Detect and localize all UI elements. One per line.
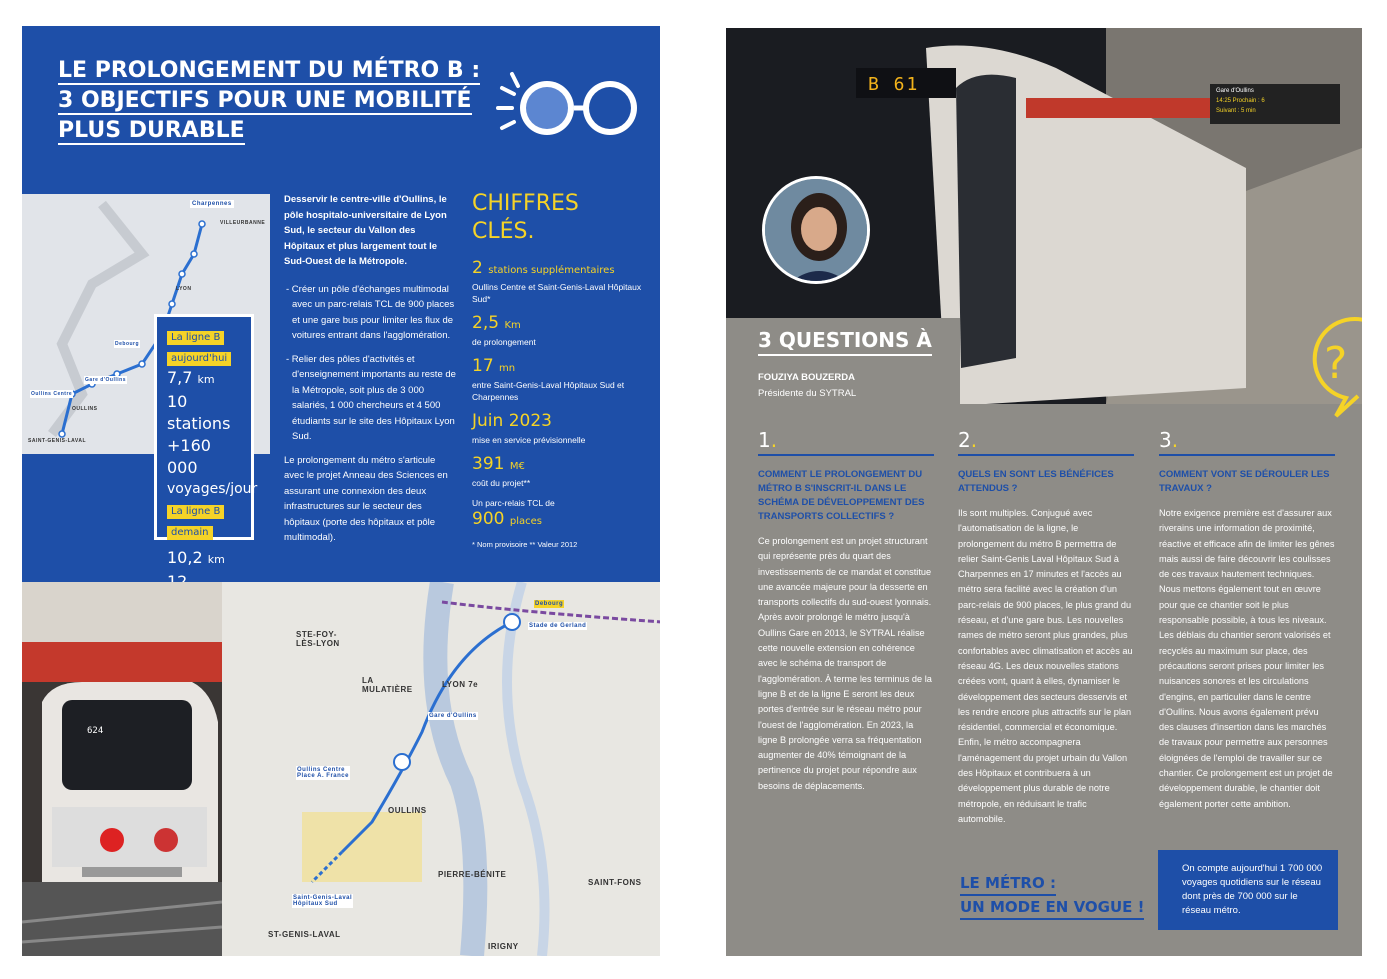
label-ste-foy: STE-FOY- LÈS-LYON (296, 630, 340, 648)
question-3 (1159, 428, 1335, 812)
label-sgl-hopitaux: Saint-Genis-Laval Hôpitaux Sud (293, 895, 353, 907)
km-today: 7,7 km (167, 368, 215, 387)
voyages-count: +160 000 (167, 436, 211, 477)
tag-tomorrow-1: La ligne B (167, 505, 224, 519)
tag-today-2: aujourd'hui (167, 352, 231, 366)
question-heading: COMMENT VONT SE DÉROULER LES TRAVAUX ? (1159, 469, 1330, 494)
key-figure-item: Juin 2023 mise en service prévisionnelle (472, 411, 586, 445)
voyages-unit: voyages/jour (167, 481, 258, 497)
label-saint-genis: SAINT-GENIS-LAVAL (28, 438, 87, 444)
train-number: 624 (87, 726, 104, 736)
tag-tomorrow-2: demain (167, 526, 213, 540)
stations-today: 10 stations (167, 392, 231, 433)
extension-map (222, 582, 660, 956)
key-figure-item: 2,5 Km de prolongement (472, 313, 536, 347)
label-st-genis: ST-GENIS-LAVAL (268, 930, 341, 939)
key-figures-title: CHIFFRES CLÉS. (472, 191, 579, 244)
objective-2: - Relier des pôles d'activités et d'enseignement importants au reste de la Métropole, soit plus de 3 000 salariés, 1 000 chercheurs et 4 500 étudiants sur le site des Hôpitaux Lyon Sud. (286, 353, 456, 442)
portrait-photo (762, 176, 870, 284)
label-debourg: Debourg (115, 341, 140, 347)
key-figures (472, 190, 652, 549)
label-oullins-centre-station: Oullins Centre Place A. France (297, 767, 349, 779)
title-line-3: PLUS DURABLE (58, 118, 245, 143)
label-stade: Stade de Gerland (529, 623, 587, 629)
label-oullins-centre: Oullins Centre (31, 391, 73, 397)
key-figure-parc-relais: Un parc-relais TCL de 900 places (472, 498, 555, 529)
intro-end: Le prolongement du métro s'articule avec le projet Anneau des Sciences en assurant une connexion des deux infrastructures sur le secteur des hôpitaux (porte des hôpitaux et pôle multimodal). (284, 454, 448, 543)
title-line-1: LE PROLONGEMENT DU MÉTRO B : (58, 58, 481, 83)
left-page (22, 26, 660, 956)
svg-text:?: ? (1324, 338, 1348, 389)
question-heading: QUELS EN SONT LES BÉNÉFICES ATTENDUS ? (958, 469, 1114, 494)
right-page (726, 28, 1362, 956)
question-answer: Ils sont multiples. Conjugué avec l'automatisation de la ligne, le prolongement du métro B permettra de relier Saint-Genis Laval Hôpitaux Sud à Charpennes en 17 minutes et l'accès au métro sera facilité avec la création d'un parc-relais de 900 places, le plus grand du réseau, et d'une gare bus. Les nouvelles rames de métro seront plus grandes, plus confortables avec climatisation et accès au réseau 4G. Les deux nouvelles stations créées vont, quant à elles, dynamiser le développement des secteurs desservis et les rendre encore plus attractifs sur le plan résidentiel, commercial et économique. Enfin, le métro accompagnera l'aménagement du projet urbain du Vallon des Hôpitaux et contribuera à un développement plus durable de notre métropole, en réduisant le trafic automobile. (958, 508, 1133, 824)
interview-title: 3 QUESTIONS À (758, 328, 932, 356)
extension-map-graphic (222, 582, 660, 956)
label-gare-oullins: Gare d'Oullins (85, 377, 126, 383)
label-villeurbanne: VILLEURBANNE (220, 220, 266, 226)
glasses-icon (492, 66, 642, 146)
label-oullins: OULLINS (388, 806, 427, 815)
key-figure-item: 17 mn entre Saint-Genis-Laval Hôpitaux Sud et Charpennes (472, 356, 625, 402)
key-figure-item: 2 stations supplémentaires Oullins Centre et Saint-Genis-Laval Hôpitaux Sud* (472, 258, 642, 304)
label-pierre-benite: PIERRE-BÉNITE (438, 870, 507, 879)
mode-line-2: UN MODE EN VOGUE ! (960, 896, 1144, 920)
intro-lead: Desservir le centre-ville d'Oullins, le pôle hospitalo-universitaire de Lyon Sud, le secteur du Vallon des Hôpitaux et plus largement tout le Sud-Ouest de la Métropole. (284, 194, 447, 267)
sign-station: Gare d'Oullins (1216, 88, 1254, 94)
ridership-stat-box: On compte aujourd'hui 1 700 000 voyages quotidiens sur le réseau dont près de 700 000 sur le réseau métro. (1158, 850, 1338, 930)
question-1 (758, 428, 934, 794)
question-answer: Notre exigence première est d'assurer aux riverains une information de proximité, réactive et efficace afin de limiter les gênes mais aussi de faire découvrir les coulisses de ces travaux hautement techniques. Nous mettons également tout en œuvre pour que ce chantier soit le plus responsable possible, à tous les niveaux. Les déblais du chantier seront valorisés et recyclés au maximum sur place, des précautions seront prises pour limiter les nuisances sonores et les circulations d'engins, en particulier dans le centre d'Oullins. Nous avons également prévu des clauses d'insertion dans les marchés de travaux pour permettre aux personnes éloignées de l'emploi de travailler sur ce chantier. Ce prolongement est un projet de développement durable, le chantier doit également porter cette ambition. (1159, 508, 1335, 809)
line-b-facts-box (154, 314, 258, 567)
sign-time: 14:25 Prochain : 6 (1216, 98, 1265, 104)
km-tomorrow: 10,2 km (167, 548, 225, 567)
mode-line-1: LE MÉTRO : (960, 872, 1056, 896)
label-charpennes: Charpennes (192, 201, 232, 207)
page-title (58, 56, 488, 146)
objective-1: - Créer un pôle d'échanges multimodal avec un parc-relais TCL de 900 places et une gare bus pour limiter les flux de voitures entrant dans l'agglomération. (286, 283, 455, 341)
question-number: 2. (958, 428, 1134, 456)
tag-today-1: La ligne B (167, 331, 224, 345)
question-number: 1. (758, 428, 934, 456)
metro-train-illustration (22, 582, 222, 956)
intro-text (284, 192, 456, 554)
label-oullins: OULLINS (72, 406, 98, 412)
label-saint-fons: SAINT-FONS (588, 878, 642, 887)
sign-next: Suivant : 5 min (1216, 108, 1256, 114)
key-figure-item: 391 M€ coût du projet** (472, 454, 531, 488)
line-b-map (22, 194, 270, 567)
interviewee-role: Présidente du SYTRAL (758, 388, 857, 399)
mode-en-vogue (960, 872, 1144, 920)
label-mulatiere: LA MULATIÈRE (362, 676, 413, 694)
question-heading: COMMENT LE PROLONGEMENT DU MÉTRO B S'INSCRIT-IL DANS LE SCHÉMA DE DÉVELOPPEMENT DES TRANSPORTS COLLECTIFS ? (758, 469, 925, 522)
interviewee-name: FOUZIYA BOUZERDA (758, 372, 855, 383)
label-debourg: Debourg (535, 601, 564, 607)
title-line-2: 3 OBJECTIFS POUR UNE MOBILITÉ (58, 88, 472, 113)
label-irigny: IRIGNY (488, 942, 519, 951)
question-2 (958, 428, 1134, 827)
label-lyon7: LYON 7e (442, 680, 479, 689)
question-mark-icon (1306, 312, 1362, 422)
label-lyon: LYON (176, 286, 192, 292)
footnote: * Nom provisoire ** Valeur 2012 (472, 540, 578, 549)
interview-header (726, 318, 960, 408)
train-display: B 61 (868, 74, 920, 95)
question-answer: Ce prolongement est un projet structurant qui représente près du quart des investissements de ce mandat et constitue une avancée majeure pour la desserte en transports collectifs du sud-ouest lyonnais. Après avoir prolongé le métro jusqu'à Oullins Gare en 2013, le SYTRAL réalise cette nouvelle extension en cohérence avec le schéma de transport de l'agglomération. À terme les terminus de la ligne B et de la ligne E seront les deux portes d'entrée sur le réseau métro pour l'ouest de l'agglomération. En 2023, la ligne B prolongée verra sa fréquentation augmenter de 40% témoignant de la pertinence du projet pour répondre aux besoins de déplacements. (758, 536, 932, 791)
metro-train-photo (22, 582, 222, 956)
question-number: 3. (1159, 428, 1335, 456)
label-gare-oullins: Gare d'Oullins (429, 713, 477, 719)
